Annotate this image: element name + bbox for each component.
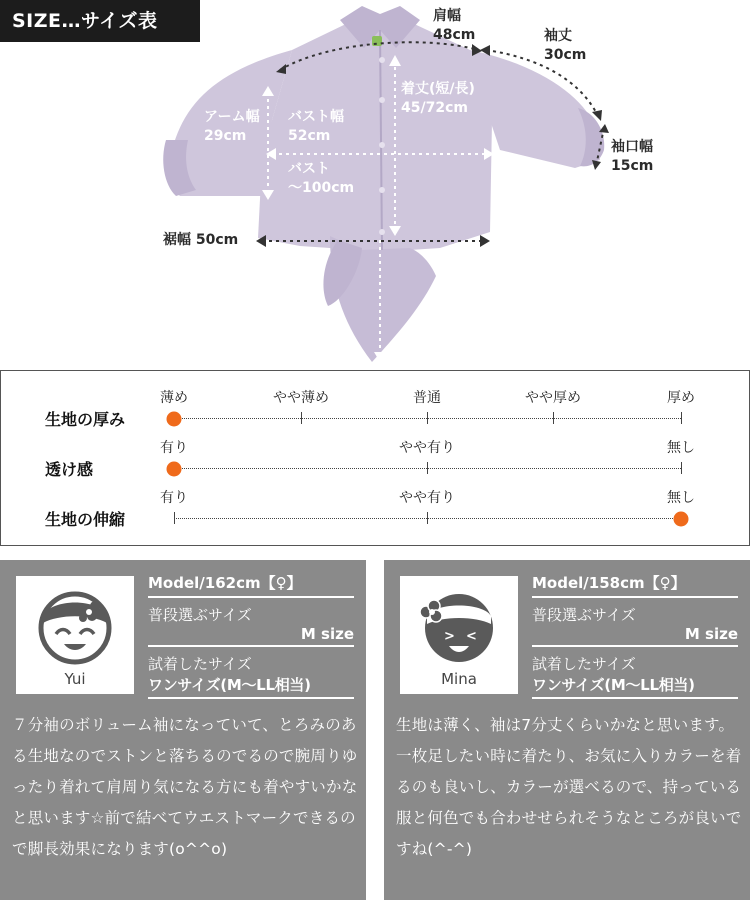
model-card-yui [0,560,366,900]
fabric-row-transparency [1,435,749,485]
fabric-option: やや薄め [273,390,329,406]
fabric-scale-tick [301,412,302,424]
fabric-row-label: 生地の伸縮 [45,510,126,529]
svg-text:<: < [466,629,477,644]
bust-label: バスト [288,161,330,177]
arm-width-label: アーム幅 [204,109,260,125]
length-measure [401,80,475,118]
tried-size-value: ワンサイズ(M～LL相当) [148,674,354,699]
cuff-width-label: 袖口幅 [611,139,653,155]
sleeve-length-label: 袖丈 [544,28,572,44]
fabric-properties [0,370,750,546]
fabric-row-thickness [1,385,749,435]
length-value: 45/72cm [401,100,468,116]
model-info [148,572,354,699]
fabric-row-label: 透け感 [45,460,94,479]
fabric-option: 厚め [667,390,695,406]
length-label: 着丈(短/長) [401,81,475,97]
avatar [16,576,134,694]
fabric-scale-tick [427,412,428,424]
model-name: Yui [64,670,86,688]
bust-value: ～100cm [288,180,355,196]
shoulder-value: 48cm [433,27,476,43]
usual-size-label: 普段選ぶサイズ [148,606,252,624]
fabric-option: やや有り [399,440,455,456]
fabric-option: やや有り [399,490,455,506]
hem-width-measure [163,231,238,250]
svg-text:>: > [444,629,455,644]
arm-width-value: 29cm [204,128,247,144]
bust-measure [288,160,354,198]
sleeve-length-value: 30cm [544,47,587,63]
size-chart-section [0,0,750,370]
bust-width-measure [288,108,344,146]
model-height: Model/158cm【♀】 [532,572,738,598]
fabric-option: やや厚め [525,390,581,406]
usual-size-value: M size [148,625,354,647]
fabric-scale-tick [553,412,554,424]
arm-width-measure [204,108,260,146]
fabric-row-stretch [1,485,749,535]
fabric-selected-marker [674,512,689,527]
blouse-illustration [0,0,750,370]
fabric-option: 無し [667,490,695,506]
model-info [532,572,738,699]
fabric-option: 有り [160,490,188,506]
fabric-scale-tick [427,512,428,524]
fabric-scale-tick [681,462,682,474]
fabric-option: 無し [667,440,695,456]
model-card-mina [384,560,750,900]
fabric-selected-marker [167,412,182,427]
fabric-scale-tick [427,462,428,474]
tried-size-label: 試着したサイズ [532,655,636,673]
fabric-scale-tick [174,512,175,524]
fabric-row-label: 生地の厚み [45,410,126,429]
model-comment: ７分袖のボリューム袖になっていて、とろみのある生地なのでストンと落ちるのでるので腕周りゆったり着れて肩周り気になる方にも着やすいかなと思います☆前で結べてウエストマークできるので脚長効果になります(o^^o) [12,716,358,858]
model-name: Mina [441,670,477,688]
tried-size-label: 試着したサイズ [148,655,252,673]
cuff-width-measure [611,138,653,176]
tried-size-value: ワンサイズ(M～LL相当) [532,674,738,699]
hem-width-value: 50cm [195,232,239,248]
shoulder-measure [433,7,475,45]
fabric-option: 有り [160,440,188,456]
fabric-option: 普通 [413,390,441,406]
usual-size-value: M size [532,625,738,647]
bust-width-value: 52cm [288,128,331,144]
hem-width-label: 裾幅 [163,232,191,248]
cuff-width-value: 15cm [611,158,654,174]
model-comment: 生地は薄く、袖は7分丈くらいかなと思います。一枚足したい時に着たり、お気に入りカラーを着るのも良いし、カラーが選べるので、持っている服と何色でも合わせせられそうなところが良いですね(^-^) [396,716,742,858]
bust-width-label: バスト幅 [288,109,344,125]
fabric-selected-marker [167,462,182,477]
size-chart-header: SIZE…サイズ表 [0,0,200,42]
sleeve-length-measure [544,27,586,65]
avatar [400,576,518,694]
usual-size-label: 普段選ぶサイズ [532,606,636,624]
model-height: Model/162cm【♀】 [148,572,354,598]
fabric-scale-tick [681,412,682,424]
shoulder-label: 肩幅 [433,8,461,24]
fabric-option: 薄め [160,390,188,406]
